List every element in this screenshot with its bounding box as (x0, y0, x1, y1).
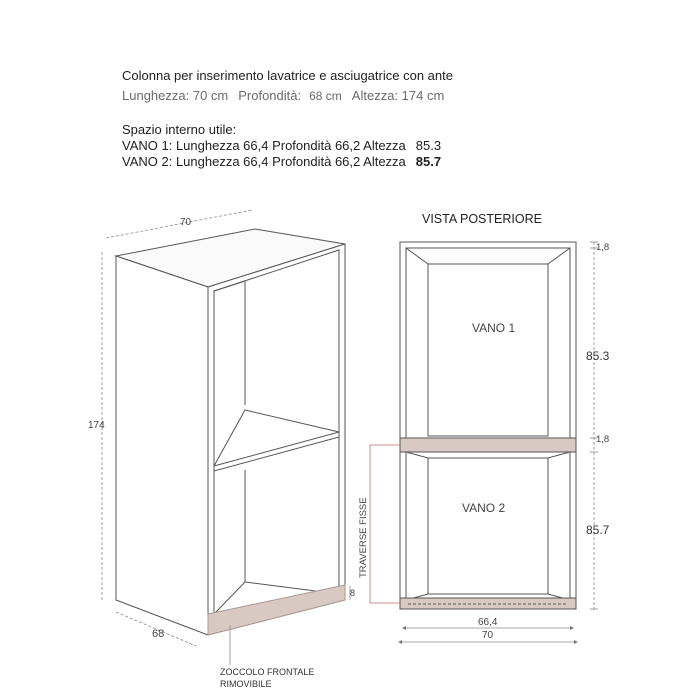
plinth-caption-line1: ZOCCOLO FRONTALE (220, 667, 315, 677)
rear-outer-frame (400, 242, 576, 609)
iso-plinth-label: 8 (350, 588, 356, 598)
outer-width-label: 70 (482, 630, 494, 641)
vano2-line-text: VANO 2: Lunghezza 66,4 Profondità 66,2 Altezza (122, 154, 406, 169)
vano2-label: VANO 2 (462, 501, 506, 515)
length-text: Lunghezza: 70 cm (122, 88, 229, 103)
depth-value-text: 68 cm (309, 89, 342, 103)
shelf-thickness-label: 1,8 (596, 434, 610, 445)
vano2-height-text: 85.7 (415, 154, 442, 169)
interior-title-text: Spazio interno utile: (122, 122, 237, 137)
vano1-label: VANO 1 (472, 321, 516, 335)
vano1-height-text: 85.3 (415, 138, 442, 153)
traverse-label: TRAVERSE FISSE (358, 497, 369, 578)
vano1-height-label: 85.3 (586, 349, 610, 363)
title-text: Colonna per inserimento lavatrice e asciugatrice con ante (122, 68, 453, 83)
iso-width-label: 70 (180, 217, 192, 228)
traverse-leader (370, 445, 400, 603)
iso-height-label: 174 (88, 420, 105, 431)
rear-vertical-dimensions (590, 242, 598, 612)
rear-view-title: VISTA POSTERIORE (422, 212, 542, 226)
rear-cabinet (400, 242, 576, 609)
height-text: Altezza: 174 cm (351, 88, 445, 103)
vano2-height-label: 85.7 (586, 523, 610, 537)
vano1-line-text: VANO 1: Lunghezza 66,4 Profondità 66,2 Altezza (122, 138, 406, 153)
inner-width-label: 66,4 (478, 617, 498, 628)
iso-cabinet (116, 229, 345, 635)
iso-depth-label: 68 (152, 628, 165, 640)
cabinet-side-face (116, 256, 208, 635)
rear-traverse-middle (400, 438, 576, 452)
depth-text: Profondità: (238, 88, 302, 103)
top-thickness-label: 1,8 (596, 242, 610, 253)
plinth-caption-line2: RIMOVIBILE (220, 679, 272, 689)
